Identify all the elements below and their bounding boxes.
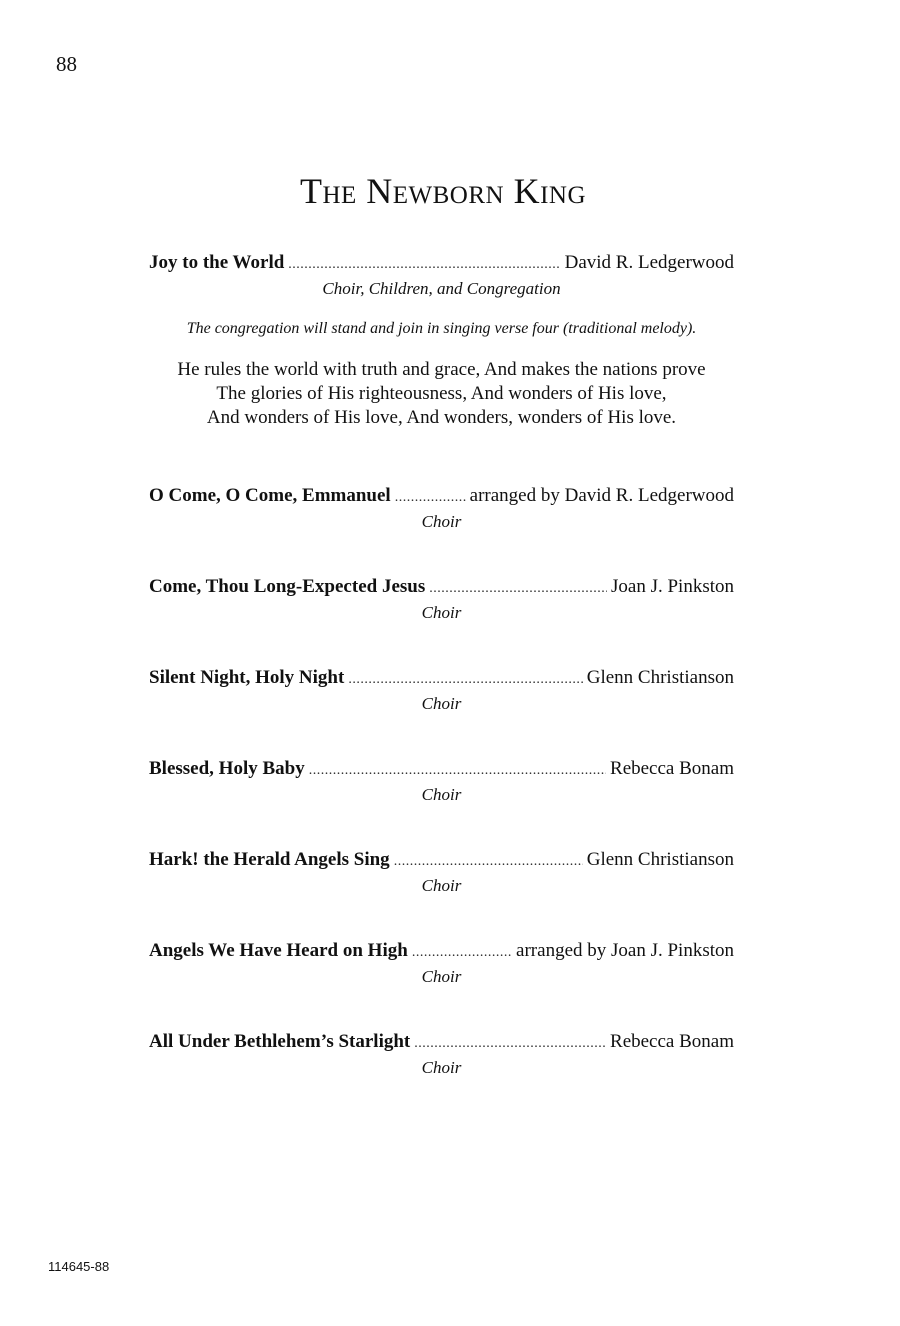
dot-leader	[309, 760, 606, 782]
entry-line	[149, 758, 734, 782]
song-credit: Glenn Christianson	[586, 849, 734, 870]
song-title: Joy to the World	[149, 252, 285, 273]
song-title: Hark! the Herald Angels Sing	[149, 849, 390, 870]
program-entry	[149, 1031, 734, 1079]
page-number: 88	[56, 52, 77, 76]
program-entry	[149, 940, 734, 988]
program-entry	[149, 667, 734, 715]
entry-line	[149, 485, 734, 509]
song-credit: arranged by Joan J. Pinkston	[516, 940, 734, 961]
entry-line	[149, 940, 734, 964]
song-credit: Rebecca Bonam	[610, 1031, 734, 1052]
entry-line	[149, 849, 734, 873]
dot-leader	[395, 487, 466, 509]
page-title: The Newborn King	[299, 171, 587, 211]
footer-code: 114645-88	[48, 1259, 110, 1274]
song-performers: Choir	[421, 512, 462, 531]
lyric-line: And wonders of His love, And wonders, wonders of His love.	[206, 407, 677, 428]
song-performers: Choir	[421, 603, 462, 622]
song-performers: Choir	[421, 1058, 462, 1077]
song-performers: Choir	[421, 694, 462, 713]
song-performers: Choir	[421, 785, 462, 804]
congregation-note: The congregation will stand and join in singing verse four (traditional melody).	[186, 320, 697, 337]
entry-line	[149, 576, 734, 600]
song-credit: Rebecca Bonam	[610, 758, 734, 779]
song-title: Angels We Have Heard on High	[149, 940, 408, 961]
song-credit: David R. Ledgerwood	[564, 252, 734, 273]
song-credit: Glenn Christianson	[586, 667, 734, 688]
program-entry	[149, 849, 734, 897]
song-title: Silent Night, Holy Night	[149, 667, 345, 688]
song-performers: Choir	[421, 876, 462, 895]
dot-leader	[412, 942, 512, 964]
song-credit: arranged by David R. Ledgerwood	[469, 485, 734, 506]
entry-line	[149, 252, 734, 276]
song-performers: Choir	[421, 967, 462, 986]
dot-leader	[348, 669, 582, 691]
song-title: All Under Bethlehem’s Starlight	[149, 1031, 411, 1052]
dot-leader	[394, 851, 583, 873]
song-title: O Come, O Come, Emmanuel	[149, 485, 391, 506]
program-entry	[149, 252, 734, 300]
dot-leader	[414, 1033, 606, 1055]
song-title: Come, Thou Long-Expected Jesus	[149, 576, 426, 597]
entry-line	[149, 1031, 734, 1055]
song-performers: Choir, Children, and Congregation	[322, 279, 561, 298]
entry-line	[149, 667, 734, 691]
song-credit: Joan J. Pinkston	[611, 576, 734, 597]
dot-leader	[288, 254, 560, 276]
program-entry	[149, 758, 734, 806]
lyric-line: The glories of His righteousness, And wonders of His love,	[216, 383, 667, 404]
lyrics-block	[149, 358, 734, 430]
program-list	[149, 252, 734, 1122]
song-title: Blessed, Holy Baby	[149, 758, 305, 779]
program-entry	[149, 485, 734, 533]
program-entry	[149, 576, 734, 624]
dot-leader	[429, 578, 607, 600]
lyric-line: He rules the world with truth and grace, And makes the nations prove	[177, 359, 706, 380]
